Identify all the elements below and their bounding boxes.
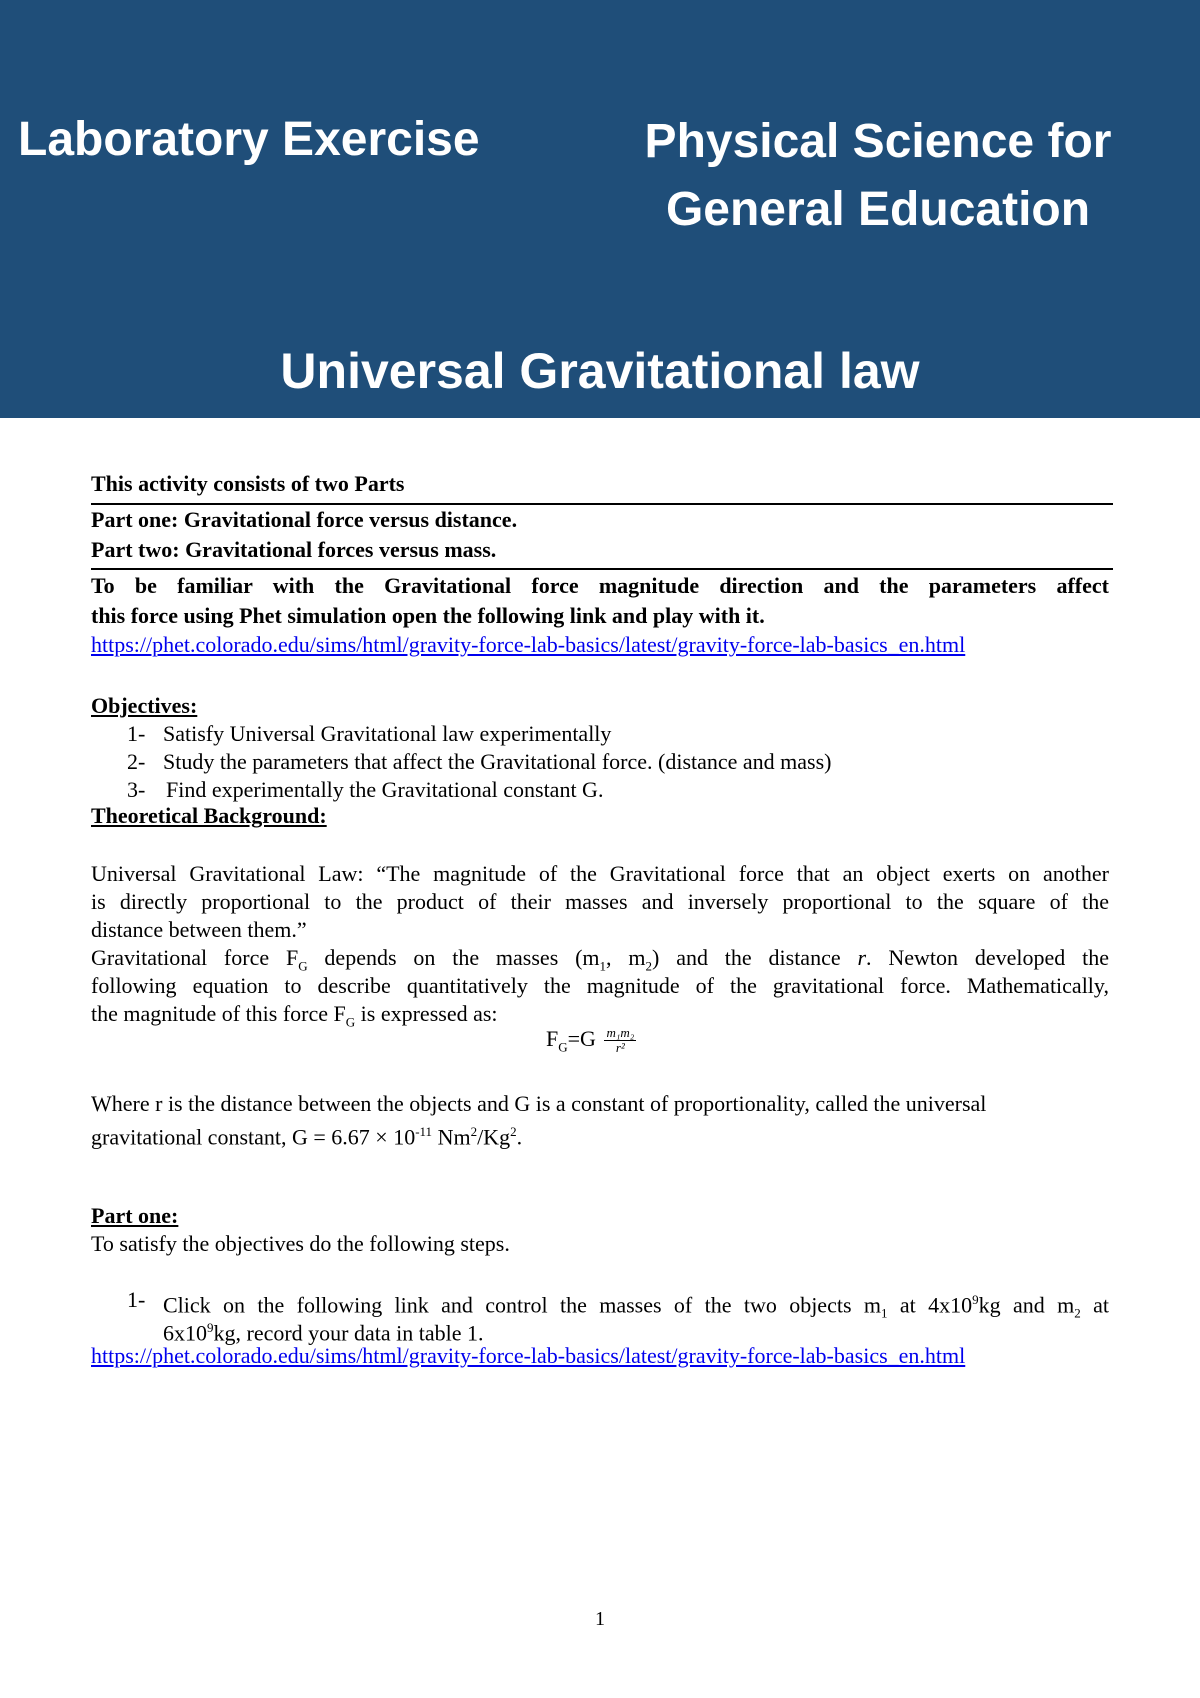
- document-title: Universal Gravitational law: [280, 343, 920, 399]
- list-item-number: 1-: [127, 1287, 146, 1312]
- law-line-3: distance between them.”: [91, 917, 307, 942]
- force-description-line-3: the magnitude of this force $F_G$ is expressed as:: [91, 1001, 498, 1030]
- law-line-2: is directly proportional to the product of their masses and inversely proportional to the square of the: [91, 889, 1109, 914]
- phet-link[interactable]: https://phet.colorado.edu/sims/html/gravity-force-lab-basics/latest/gravity-force-lab-basics_en.html: [91, 632, 966, 657]
- lab-exercise-title: Laboratory Exercise: [18, 113, 480, 166]
- theory-heading: Theoretical Background:: [91, 803, 327, 828]
- page-number: 1: [595, 1608, 605, 1630]
- title-banner: [0, 0, 1200, 418]
- activity-heading: This activity consists of two Parts: [91, 471, 405, 496]
- force-description-line-1: Gravitational force $F_G$ depends on the masses ($m_1$, $m_2$) and the distance r. Newton developed the: [91, 945, 1109, 974]
- part-one-intro: To satisfy the objectives do the following steps.: [91, 1231, 510, 1256]
- part-one-heading: Part one:: [91, 1203, 179, 1228]
- list-item-number: 2-: [127, 749, 146, 774]
- part-one-summary: Part one: Gravitational force versus distance.: [91, 507, 518, 532]
- familiar-text-line-2: this force using Phet simulation open the following link and play with it.: [91, 603, 765, 628]
- familiar-text-line-1: To be familiar with the Gravitational force magnitude direction and the parameters affect: [91, 573, 1109, 598]
- divider: [91, 503, 1113, 505]
- where-line-1: Where r is the distance between the objects and G is a constant of proportionality, called the universal: [91, 1091, 987, 1116]
- list-item: Find experimentally the Gravitational constant G.: [166, 777, 604, 802]
- objectives-heading: Objectives:: [91, 693, 198, 718]
- list-item: Study the parameters that affect the Gravitational force. (distance and mass): [163, 749, 832, 774]
- course-title: Physical Science for General Education: [644, 115, 1112, 236]
- phet-link-2[interactable]: https://phet.colorado.edu/sims/html/gravity-force-lab-basics/latest/gravity-force-lab-basics_en.html: [91, 1343, 966, 1368]
- list-item: Satisfy Universal Gravitational law experimentally: [163, 721, 612, 746]
- list-item-number: 3-: [127, 777, 146, 802]
- divider: [91, 568, 1113, 570]
- part-two-summary: Part two: Gravitational forces versus mass.: [91, 537, 497, 562]
- list-item-number: 1-: [127, 721, 146, 746]
- step-1-line-1: Click on the following link and control the masses of the two objects $m_1$ at $4x10^9kg$ and $m_2$ at: [163, 1292, 1109, 1321]
- step-1-line-2: $6x10^9kg$, record your data in table 1.: [163, 1320, 484, 1346]
- force-description-line-2: following equation to describe quantitatively the magnitude of the gravitational force. Mathematically,: [91, 973, 1109, 998]
- where-line-2: gravitational constant, $G = 6.67 \times 10^{-11}$ Nm$^2$/Kg$^2$.: [91, 1124, 523, 1150]
- gravitation-formula: $F_G=G$ $\frac{\text{m₁m₂}}{\text{r²}}$: [546, 1025, 635, 1056]
- law-line-1: Universal Gravitational Law: “The magnitude of the Gravitational force that an object exerts on another: [91, 861, 1109, 886]
